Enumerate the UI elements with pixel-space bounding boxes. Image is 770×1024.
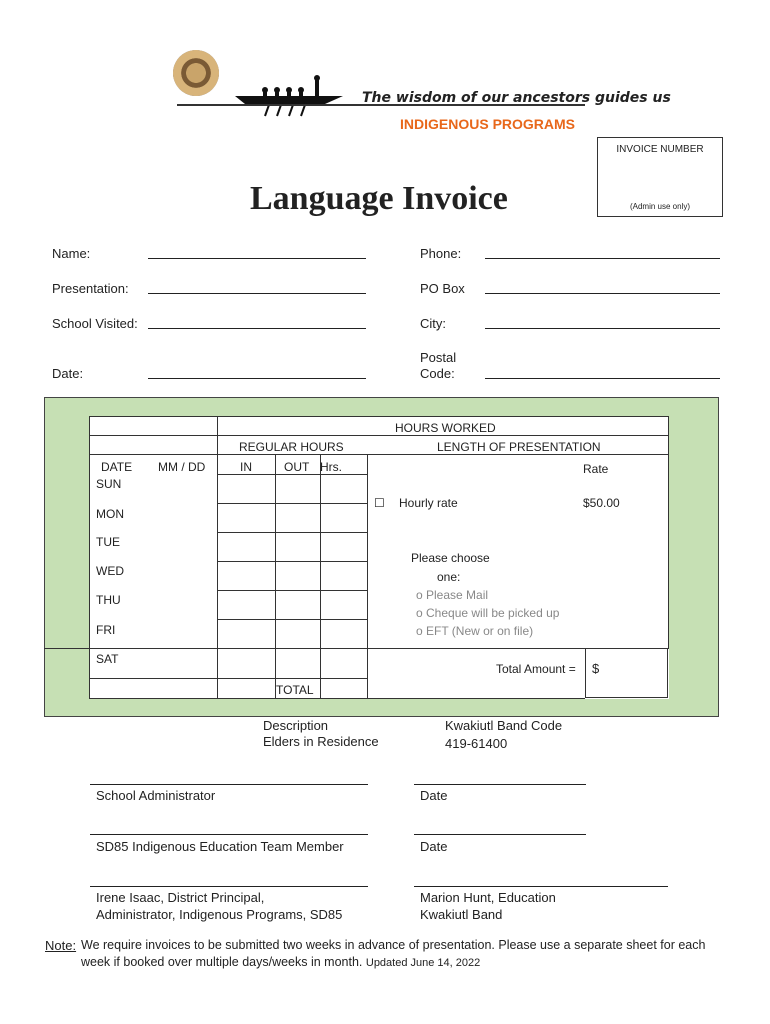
hunt-label-2: Kwakiutl Band — [420, 907, 503, 922]
hrs-column-header: Hrs. — [320, 460, 342, 474]
invoice-number-box[interactable] — [597, 137, 723, 217]
name-label: Name: — [52, 246, 91, 261]
principal-label-1: Irene Isaac, District Principal, — [96, 890, 265, 905]
rate-value: $50.00 — [583, 496, 620, 510]
option-cheque[interactable]: o Cheque will be picked up — [416, 606, 560, 620]
option-mail[interactable]: o Please Mail — [416, 588, 489, 602]
city-label: City: — [420, 316, 446, 331]
date-column-header: DATE — [101, 460, 133, 474]
mmdd-column-header: MM / DD — [158, 460, 206, 474]
school-admin-label: School Administrator — [96, 788, 216, 803]
tagline: The wisdom of our ancestors guides us — [362, 90, 671, 106]
city-field[interactable] — [485, 328, 720, 329]
dollar-sign: $ — [592, 661, 600, 676]
choose-label: Please choose — [411, 551, 490, 565]
principal-label-2: Administrator, Indigenous Programs, SD85 — [96, 907, 343, 922]
date1-label: Date — [420, 788, 448, 803]
total-amount-label: Total Amount = — [496, 662, 576, 676]
rate-label: Rate — [583, 462, 609, 476]
program-name: INDIGENOUS PROGRAMS — [400, 116, 576, 132]
hourly-rate-checkbox[interactable]: ☐ — [374, 496, 385, 510]
hunt-label-1: Marion Hunt, Education — [420, 890, 556, 905]
day-label: SAT — [96, 652, 119, 666]
note-line-1: We require invoices to be submitted two weeks in advance of presentation. Please use a separate sheet for each — [81, 938, 706, 952]
presentation-field[interactable] — [148, 293, 366, 294]
day-label: THU — [96, 593, 121, 607]
note-updated: Updated June 14, 2022 — [365, 957, 481, 969]
postal-code-field[interactable] — [485, 378, 720, 379]
description-value: Elders in Residence — [263, 734, 379, 749]
phone-field[interactable] — [485, 258, 720, 259]
date-label: Date: — [52, 366, 84, 381]
school-visited-label: School Visited: — [52, 316, 138, 331]
total-label: TOTAL — [276, 683, 314, 697]
day-label: WED — [96, 564, 124, 578]
day-label: SUN — [96, 477, 122, 491]
invoice-number-label: INVOICE NUMBER — [616, 144, 704, 155]
description-label: Description — [263, 718, 329, 733]
day-label: FRI — [96, 623, 116, 637]
total-amount-field[interactable] — [585, 648, 668, 698]
note-line-2 — [81, 955, 480, 969]
in-column-header: IN — [240, 460, 252, 474]
regular-hours-header: REGULAR HOURS — [239, 440, 344, 454]
band-code-value: 419-61400 — [445, 736, 508, 751]
team-member-label: SD85 Indigenous Education Team Member — [96, 839, 344, 854]
school-admin-signature-line[interactable] — [90, 784, 368, 785]
hunt-signature-line[interactable] — [414, 886, 668, 887]
band-code-label: Kwakiutl Band Code — [445, 718, 563, 733]
date2-line[interactable] — [414, 834, 586, 835]
school-visited-field[interactable] — [148, 328, 366, 329]
hours-worked-header: HOURS WORKED — [395, 421, 496, 435]
day-label: MON — [96, 507, 124, 521]
out-column-header: OUT — [284, 460, 310, 474]
hourly-rate-label: Hourly rate — [399, 496, 458, 510]
po-box-field[interactable] — [485, 293, 720, 294]
option-eft[interactable]: o EFT (New or on file) — [416, 624, 534, 638]
date2-label: Date — [420, 839, 448, 854]
postal-label-2: Code: — [420, 366, 455, 381]
po-box-label: PO Box — [420, 281, 465, 296]
length-of-presentation-header: LENGTH OF PRESENTATION — [437, 440, 601, 454]
page-title: Language Invoice — [250, 180, 508, 217]
presentation-label: Presentation: — [52, 281, 129, 296]
date1-line[interactable] — [414, 784, 586, 785]
invoice-admin-note: (Admin use only) — [629, 202, 691, 211]
date-field[interactable] — [148, 378, 366, 379]
phone-label: Phone: — [420, 246, 462, 261]
note-label: Note: — [45, 938, 77, 953]
day-label: TUE — [96, 535, 120, 549]
hours-table — [89, 416, 669, 699]
name-field[interactable] — [148, 258, 366, 259]
team-member-signature-line[interactable] — [90, 834, 368, 835]
principal-signature-line[interactable] — [90, 886, 368, 887]
note-line-2-text: week if booked over multiple days/weeks in month. — [81, 955, 363, 969]
postal-label-1: Postal — [420, 350, 457, 365]
choose-label-2: one: — [437, 570, 461, 584]
